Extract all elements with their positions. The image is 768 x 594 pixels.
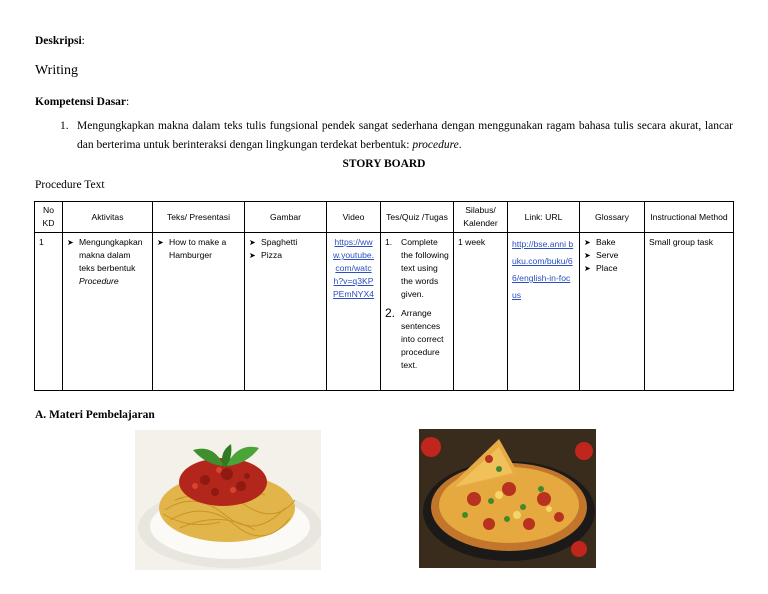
arrow-bullet-icon: ➤	[249, 251, 256, 260]
cell-glossary: ➤ Bake ➤ Serve ➤ Place	[580, 233, 645, 391]
cell-link	[508, 233, 580, 391]
video-link[interactable]: https://www.youtube.com/watch?v=q3KPPEmNYX4	[332, 237, 375, 299]
table-header-row	[35, 202, 734, 233]
header-gambar: Gambar	[245, 202, 327, 233]
cell-no: 1	[35, 233, 63, 391]
arrow-bullet-icon: ➤	[584, 238, 591, 247]
header-video: Video	[327, 202, 381, 233]
procedure-text-label: Procedure Text	[35, 179, 105, 191]
section-a-heading: A. Materi Pembelajaran	[35, 409, 155, 421]
header-method: Instructional Method	[645, 202, 734, 233]
cell-tes: 1. Complete the following text using the words given. 2. Arrange sentences into correct procedure text.	[381, 233, 454, 391]
cell-aktivitas: ➤ Mengungkapkan makna dalam teks berbentuk Procedure	[63, 233, 153, 391]
header-aktivitas: Aktivitas	[63, 202, 153, 233]
cell-silabus: 1 week	[454, 233, 508, 391]
url-link[interactable]: http://bse.anni buku.com/buku/66/english-in-focus	[512, 239, 574, 300]
cell-teks: ➤ How to make a Hamburger	[153, 233, 245, 391]
header-glossary: Glossary	[580, 202, 645, 233]
arrow-bullet-icon: ➤	[249, 238, 256, 247]
cell-gambar: ➤ Spaghetti ➤ Pizza	[245, 233, 327, 391]
kd-text: Mengungkapkan makna dalam teks tulis fungsional pendek sangat sederhana dengan menggunakan ragam bahasa tulis secara akurat, lancar dan berterima untuk berinteraksi dengan lingkungan terdekat berbentuk: procedure.	[77, 120, 733, 151]
writing-label: Writing	[35, 63, 78, 78]
arrow-bullet-icon: ➤	[584, 251, 591, 260]
arrow-bullet-icon: ➤	[157, 238, 164, 247]
story-board-title: STORY BOARD	[342, 158, 426, 170]
kd-number: 1.	[60, 120, 69, 132]
header-link: Link: URL	[508, 202, 580, 233]
story-board-table	[34, 201, 734, 391]
cell-video	[327, 233, 381, 391]
arrow-bullet-icon: ➤	[67, 238, 74, 247]
heading-kompetensi: Kompetensi Dasar:	[35, 96, 130, 108]
header-tes: Tes/Quiz /Tugas	[381, 202, 454, 233]
table-row	[35, 233, 734, 391]
arrow-bullet-icon: ➤	[584, 264, 591, 273]
spaghetti-image	[135, 430, 321, 570]
pizza-image	[419, 429, 596, 568]
cell-method: Small group task	[645, 233, 734, 391]
header-teks: Teks/ Presentasi	[153, 202, 245, 233]
header-silabus: Silabus/ Kalender	[454, 202, 508, 233]
header-no-kd: No KD	[35, 202, 63, 233]
heading-deskripsi: Deskripsi:	[35, 35, 85, 47]
